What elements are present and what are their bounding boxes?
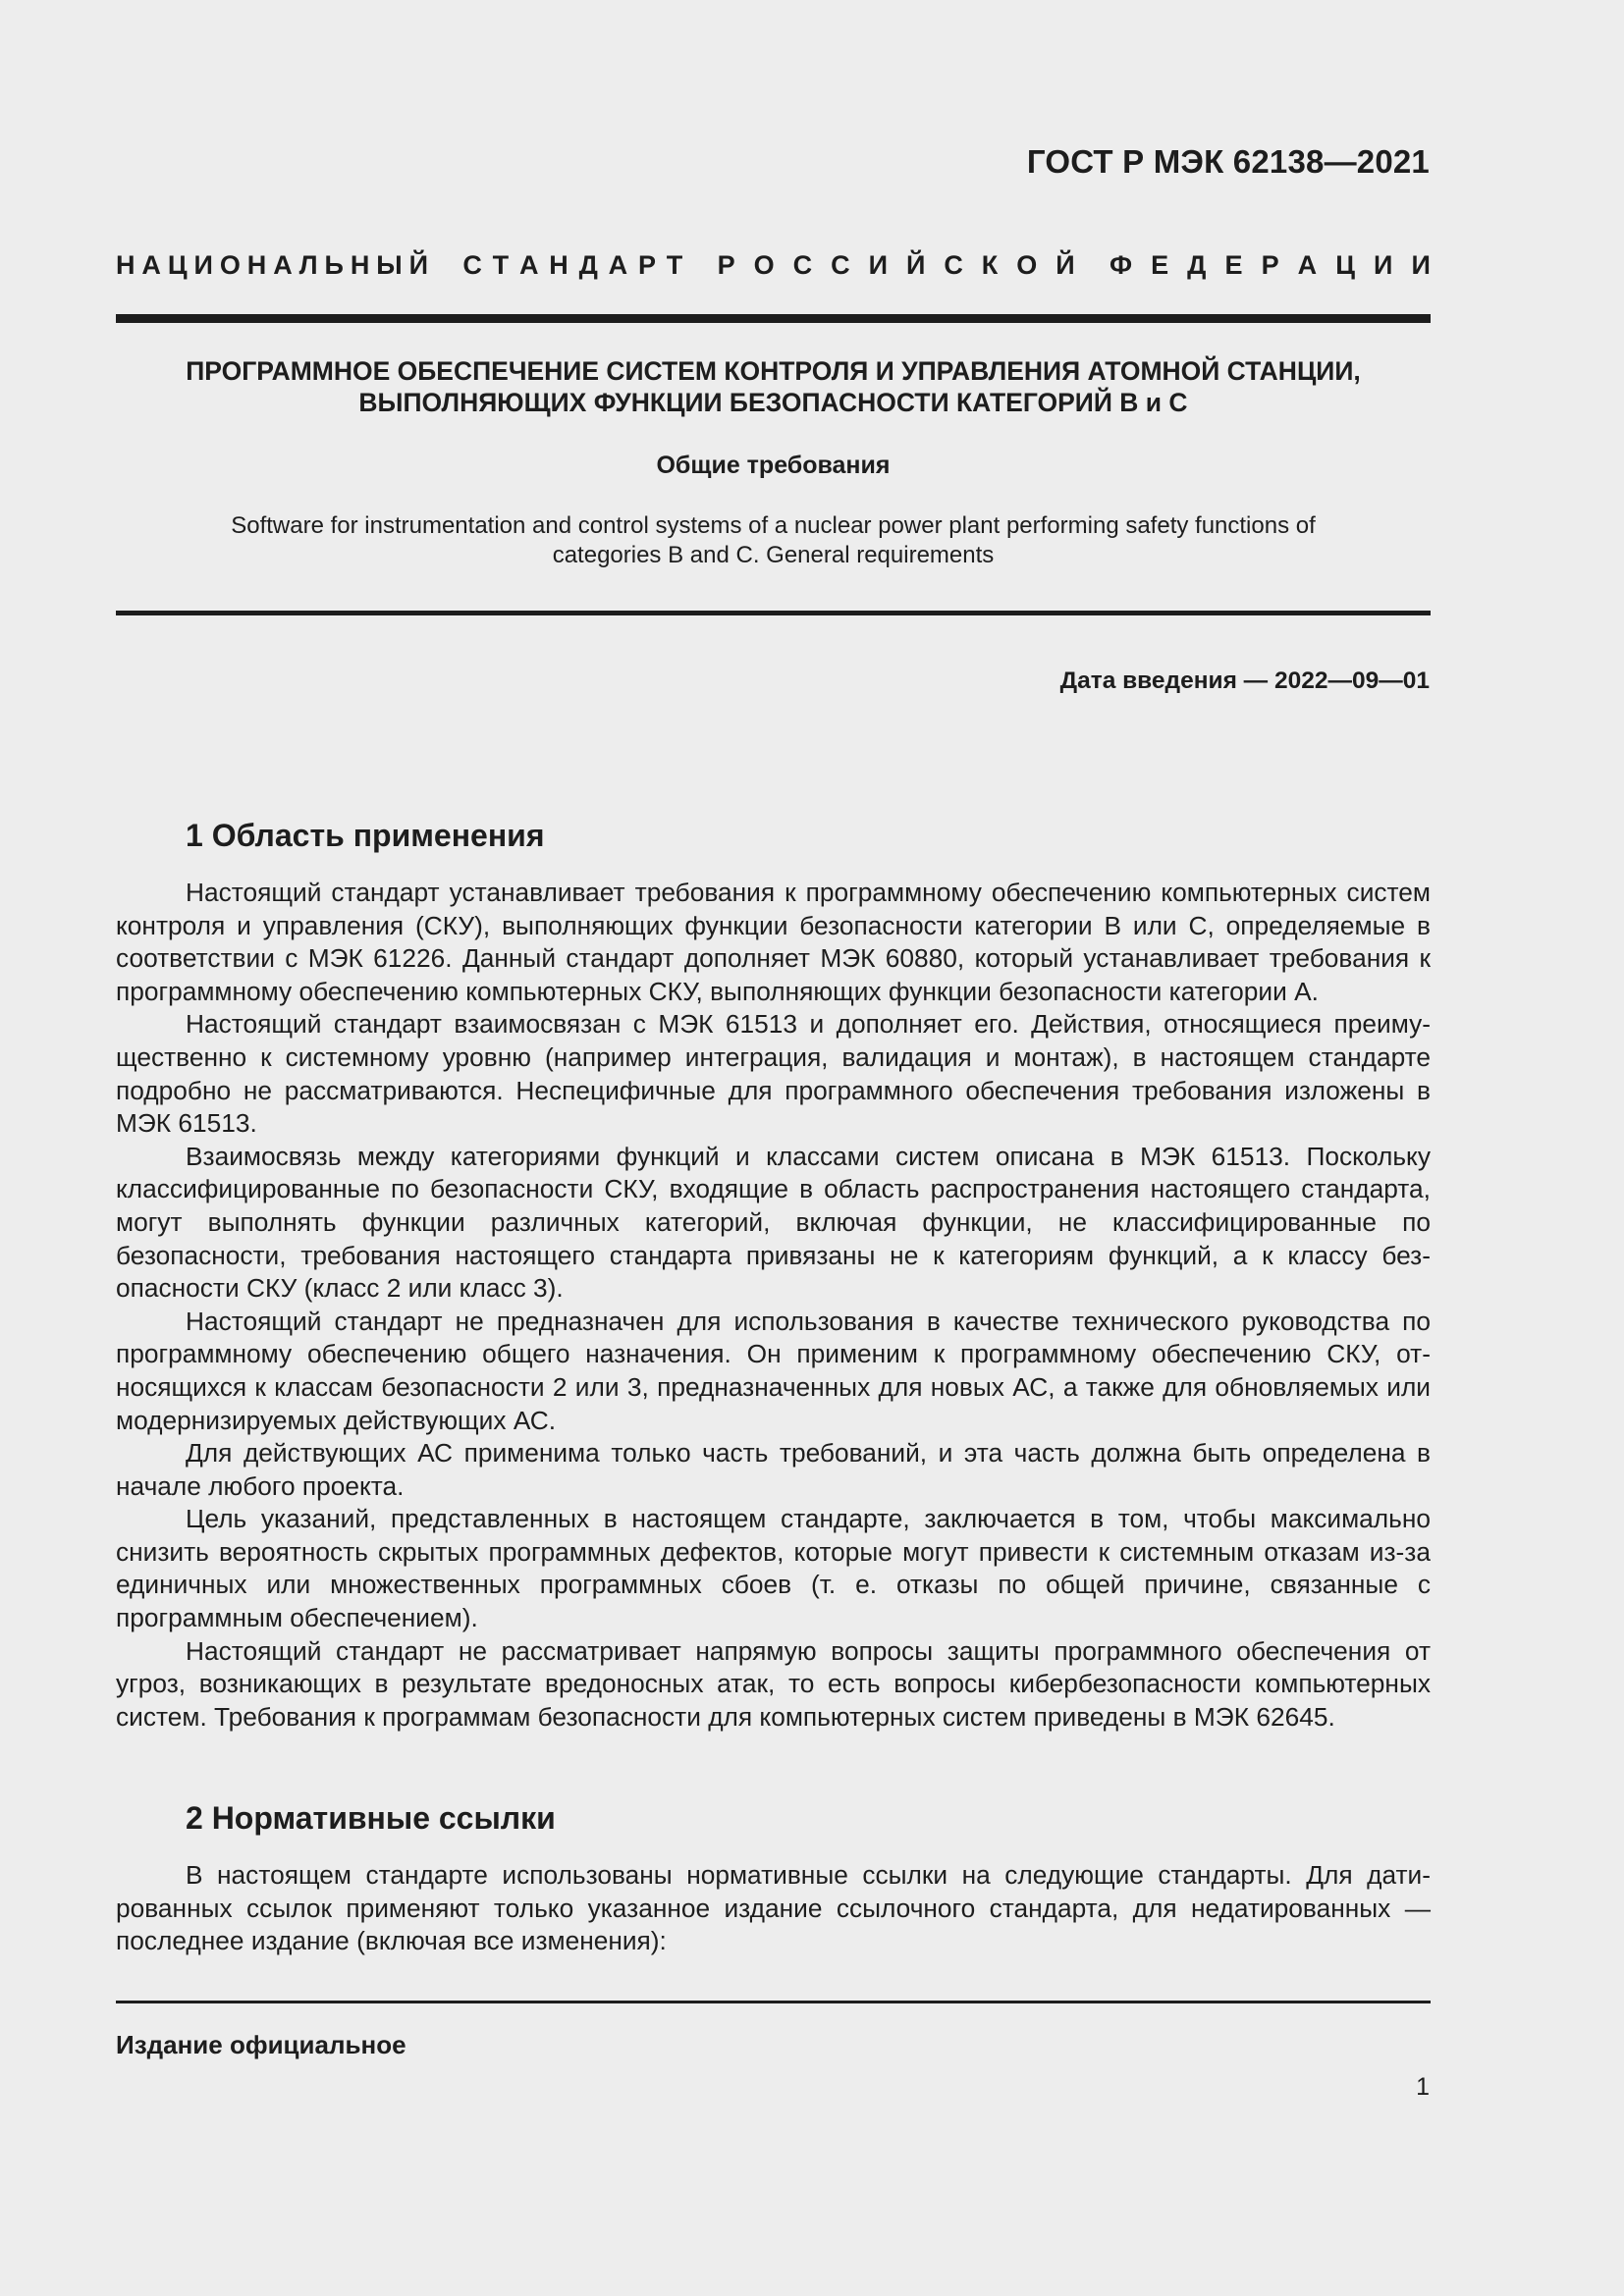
english-title-line-2: categories B and C. General requirements [552, 542, 995, 568]
top-rule [116, 314, 1431, 323]
section-2-body [116, 1859, 1431, 1958]
banner-letter: А [1297, 250, 1318, 280]
english-title [196, 511, 1350, 570]
banner-letter: Н [116, 250, 135, 280]
banner-letter: Д [1187, 250, 1207, 280]
banner-letter: О [753, 250, 775, 280]
banner-letter: Ф [1109, 250, 1133, 280]
section-1-paragraph: Настоящий стандарт взаимосвязан с МЭК 61513 и дополняет его. Действия, относящиеся преимущественно к системному уровню (например интеграция, валидация и монтаж), в настоящем стандарте подробно не рассматриваются. Неспецифичные для программного обеспечения требования изложены в МЭК 61513. [116, 1009, 1431, 1139]
banner-word-1 [116, 250, 428, 281]
banner-word-3 [718, 250, 1075, 281]
banner-letter: А [141, 250, 161, 280]
banner-letter: К [981, 250, 999, 280]
section-1-paragraph: Взаимосвязь между категориями функций и классами систем описана в МЭК 61513. Поскольку классифицированные по безопасности СКУ, входящие в область распространения настоящего стандарта, могут выполнять функции различных категорий, включая функции, не классифицированные по безопасности, требования настоящего стандарта привязаны не к категориям функций, а к классу безопасности СКУ (класс 2 или класс 3). [116, 1141, 1431, 1304]
title-line-1: ПРОГРАММНОЕ ОБЕСПЕЧЕНИЕ СИСТЕМ КОНТРОЛЯ И УПРАВЛЕНИЯ АТОМНОЙ СТАНЦИИ, [186, 356, 1361, 386]
section-1-paragraph: Цель указаний, представленных в настоящем стандарте, заключается в том, чтобы максимально снизить вероятность скрытых программных дефектов, которые могут привести к системным отказам из-за единичных или множественных программных сбоев (т. е. отказы по общей причине, связанные с программным обеспечением). [116, 1504, 1431, 1633]
official-edition-label: Издание официальное [116, 2030, 406, 2059]
banner-letter: Н [350, 250, 370, 280]
banner-letter: Т [492, 250, 510, 280]
banner-letter: А [608, 250, 628, 280]
banner-letter: Е [1224, 250, 1243, 280]
banner-letter: С [944, 250, 963, 280]
banner-letter: С [792, 250, 813, 280]
banner-letter: Л [298, 250, 318, 280]
national-standard-banner [116, 250, 1431, 281]
section-1-body [116, 877, 1431, 1734]
section-2-heading: 2 Нормативные ссылки [186, 1800, 556, 1836]
section-2-paragraph: В настоящем стандарте использованы нормативные ссылки на следующие стандарты. Для датированных ссылок применяют только указанное издание ссылочного стандарта, для недатированных — последнее издание (включая все изменения): [116, 1860, 1431, 1956]
banner-letter: С [831, 250, 850, 280]
banner-letter: Р [637, 250, 656, 280]
banner-letter: Е [1151, 250, 1169, 280]
title-bottom-rule [116, 611, 1431, 615]
banner-letter: Р [1261, 250, 1279, 280]
banner-letter: Р [717, 250, 735, 280]
document-subtitle: Общие требования [656, 452, 891, 479]
banner-letter: Т [666, 250, 683, 280]
banner-letter: А [273, 250, 293, 280]
section-1-paragraph: Настоящий стандарт устанавливает требования к программному обеспечению компьютерных систем контроля и управления (СКУ), выполняющих функции безопасности категории В или С, определяемые в соответствии с МЭК 61226. Данный стандарт дополняет МЭК 60880, который устанавливает требования к программному обеспечению компьютерных СКУ, выполняющих функции безопасности категории А. [116, 878, 1431, 1006]
document-code: ГОСТ Р МЭК 62138—2021 [1026, 143, 1430, 180]
banner-letter: И [1374, 250, 1393, 280]
banner-letter: И [868, 250, 888, 280]
footer-rule [116, 2001, 1431, 2003]
banner-word-2 [462, 250, 682, 281]
english-title-line-1: Software for instrumentation and control systems of a nuclear power plant performing safety functions of [231, 512, 1316, 539]
banner-letter: О [1016, 250, 1038, 280]
banner-letter: О [219, 250, 241, 280]
banner-letter: Ц [1335, 250, 1355, 280]
section-1-heading: 1 Область применения [186, 818, 545, 853]
banner-letter: Ы [376, 250, 403, 280]
banner-letter: И [1411, 250, 1431, 280]
banner-letter: С [462, 250, 482, 280]
banner-letter: Й [408, 250, 428, 280]
section-1-paragraph: Настоящий стандарт не предназначен для использования в качестве технического руководства по программному обеспечению общего назначения. Он применим к программному обеспечению СКУ, относящихся к классам безопасности 2 или 3, предназначенных для новых АС, а также для обновляемых или модернизируемых действующих АС. [116, 1306, 1431, 1435]
introduction-date: Дата введения — 2022—09—01 [1059, 667, 1430, 694]
banner-letter: А [518, 250, 539, 280]
section-1-paragraph: Для действующих АС применима только часть требований, и эта часть должна быть определена в начале любого проекта. [116, 1438, 1431, 1501]
banner-letter: Н [549, 250, 568, 280]
banner-letter: Н [246, 250, 267, 280]
title-line-2: ВЫПОЛНЯЮЩИХ ФУНКЦИИ БЕЗОПАСНОСТИ КАТЕГОРИЙ В и С [358, 388, 1188, 417]
banner-letter: Ц [167, 250, 188, 280]
section-1-paragraph: Настоящий стандарт не рассматривает напрямую вопросы защиты программного обеспечения от угроз, возникающих в результате вредоносных атак, то есть вопросы кибербезопасности компьютерных систем. Требования к программам безопасности для компьютерных систем приведены в МЭК 62645. [116, 1635, 1431, 1732]
banner-letter: Ь [324, 250, 344, 280]
document-title [116, 355, 1431, 418]
banner-letter: Д [578, 250, 598, 280]
banner-letter: И [193, 250, 213, 280]
banner-word-4 [1110, 250, 1431, 281]
page-number: 1 [1416, 2073, 1430, 2101]
banner-letter: Й [1056, 250, 1075, 280]
banner-letter: Й [905, 250, 926, 280]
